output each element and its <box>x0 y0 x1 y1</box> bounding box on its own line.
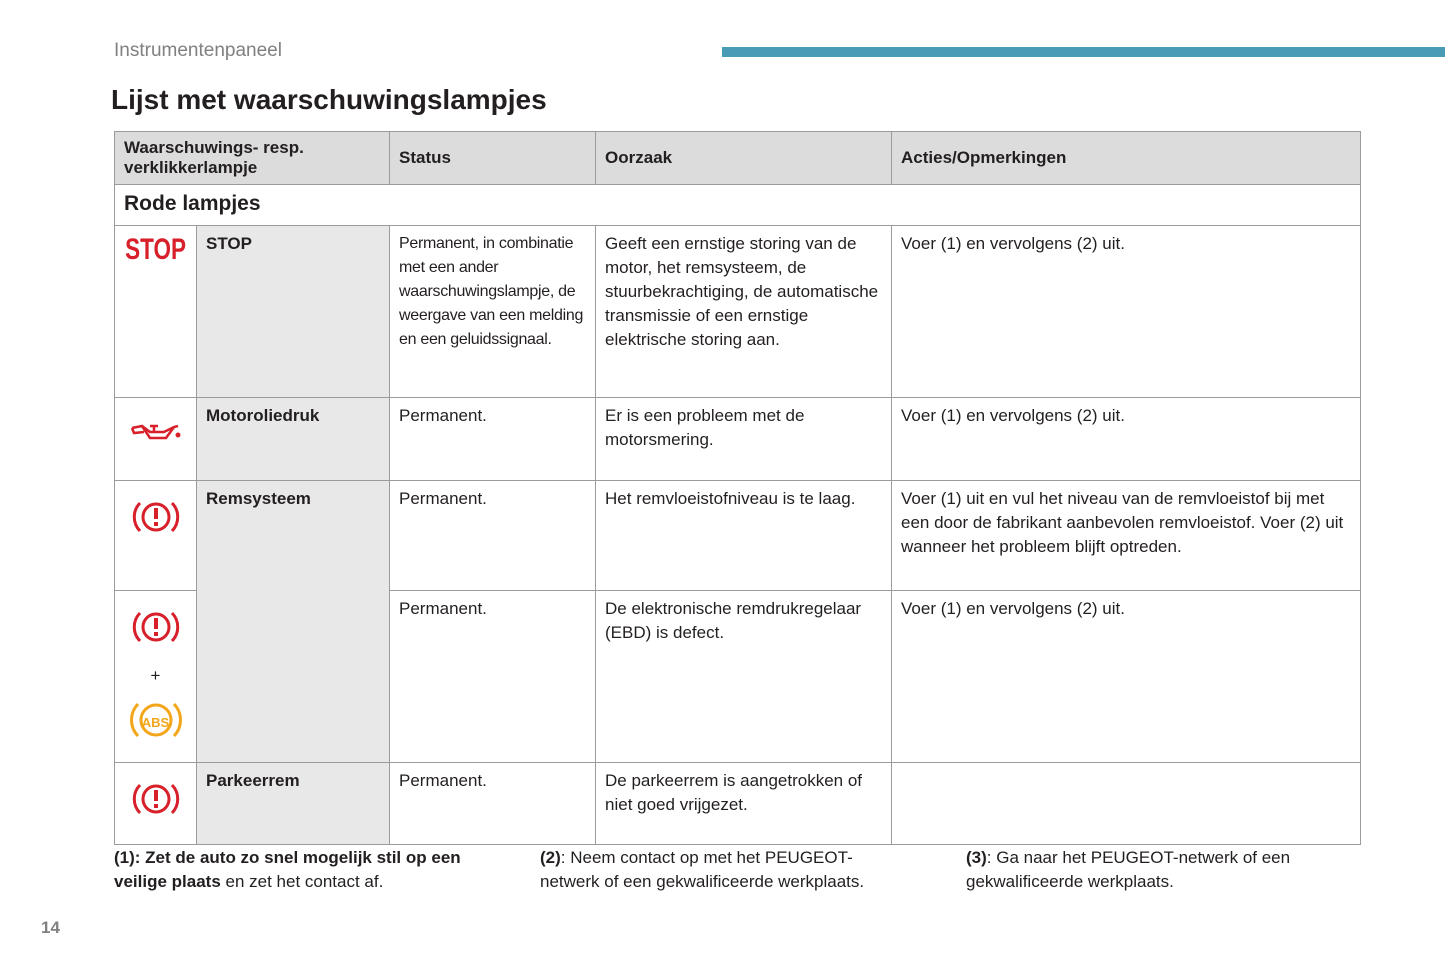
section-header: Instrumentenpaneel <box>114 40 282 61</box>
page-number: 14 <box>41 918 60 937</box>
oil-can-icon <box>128 418 184 448</box>
status: Permanent. <box>390 481 596 591</box>
cause: Geeft een ernstige storing van de motor, het remsysteem, de stuurbekrachtiging, de automatische transmissie of een ernstige elektrische storing aan. <box>596 226 892 398</box>
status: Permanent. <box>390 591 596 763</box>
brake-warning-icon <box>131 497 181 537</box>
col-header-cause: Oorzaak <box>596 132 892 185</box>
warning-lights-table <box>114 131 1361 845</box>
footnote-3: (3): Ga naar het PEUGEOT-netwerk of een gekwalificeerde werkplaats. <box>966 848 1291 891</box>
status: Permanent. <box>390 398 596 481</box>
lamp-name: Remsysteem <box>197 481 390 763</box>
abs-label: ABS <box>141 715 170 730</box>
table-row <box>115 398 1361 481</box>
status: Permanent, in combinatie met een ander waarschuwingslampje, de weergave van een melding en een geluidssignaal. <box>390 226 596 398</box>
cause: Het remvloeistofniveau is te laag. <box>596 481 892 591</box>
lamp-name: Parkeerrem <box>197 763 390 845</box>
col-header-lamp: Waarschuwings- resp. verklikkerlampje <box>115 132 390 185</box>
lamp-name: Motoroliedruk <box>197 398 390 481</box>
action <box>892 763 1361 845</box>
col-header-actions: Acties/Opmerkingen <box>892 132 1361 185</box>
footnote-2: (2): Neem contact op met het PEUGEOT-netwerk of een gekwalificeerde werkplaats. <box>540 848 865 891</box>
action: Voer (1) en vervolgens (2) uit. <box>892 398 1361 481</box>
table-row <box>115 226 1361 398</box>
action: Voer (1) uit en vul het niveau van de remvloeistof bij met een door de fabrikant aanbevolen remvloeistof. Voer (2) uit wanneer het probleem blijft optreden. <box>892 481 1361 591</box>
section-red-lights: Rode lampjes <box>115 185 1361 226</box>
status: Permanent. <box>390 763 596 845</box>
table-row <box>115 763 1361 845</box>
col-header-status: Status <box>390 132 596 185</box>
cause: De parkeerrem is aangetrokken of niet goed vrijgezet. <box>596 763 892 845</box>
parking-brake-icon <box>131 779 181 819</box>
footnote-1: (1): Zet de auto zo snel mogelijk stil op een veilige plaats en zet het contact af. <box>114 848 461 891</box>
stop-icon: STOP <box>125 233 186 266</box>
page-title: Lijst met waarschuwingslampjes <box>111 84 547 115</box>
cause: Er is een probleem met de motorsmering. <box>596 398 892 481</box>
action: Voer (1) en vervolgens (2) uit. <box>892 226 1361 398</box>
plus-sign: + <box>150 666 161 685</box>
cause: De elektronische remdrukregelaar (EBD) is defect. <box>596 591 892 763</box>
action: Voer (1) en vervolgens (2) uit. <box>892 591 1361 763</box>
table-row <box>115 481 1361 591</box>
accent-bar <box>722 47 1445 57</box>
brake-warning-icon <box>131 607 181 647</box>
lamp-name: STOP <box>197 226 390 398</box>
